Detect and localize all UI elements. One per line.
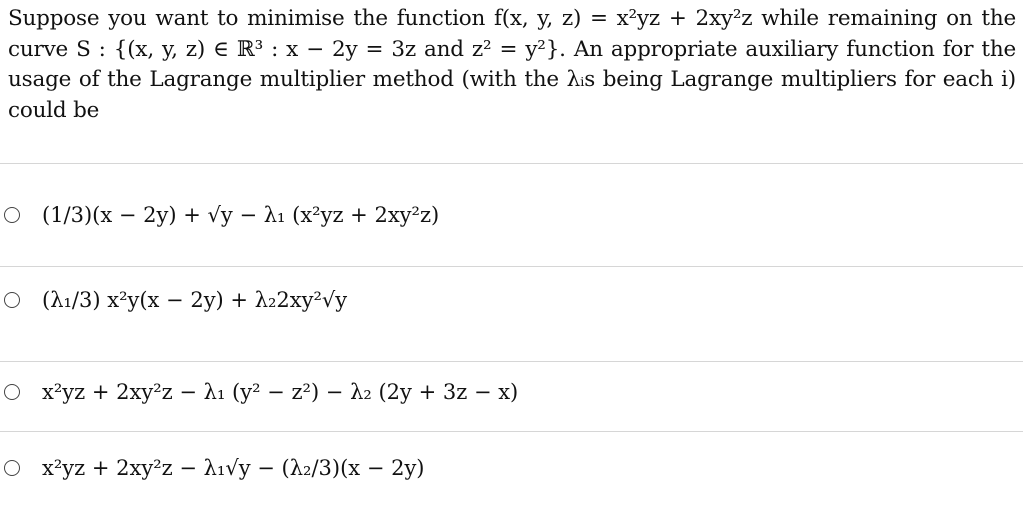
radio-button[interactable] <box>4 384 20 400</box>
divider <box>0 266 1023 267</box>
divider <box>0 431 1023 432</box>
answer-option-2[interactable] <box>0 270 1023 330</box>
option-label: x²yz + 2xy²z − λ₁ (y² − z²) − λ₂ (2y + 3z − x) <box>42 380 519 404</box>
option-label: x²yz + 2xy²z − λ₁√y − (λ₂/3)(x − 2y) <box>42 456 425 480</box>
answer-option-3[interactable] <box>0 362 1023 422</box>
option-label: (1/3)(x − 2y) + √y − λ₁ (x²yz + 2xy²z) <box>42 203 440 227</box>
answer-option-4[interactable] <box>0 438 1023 498</box>
radio-button[interactable] <box>4 292 20 308</box>
question-text: Suppose you want to minimise the function f(x, y, z) = x²yz + 2xy²z while remaining on the curve S : {(x, y, z) ∈ ℝ³ : x − 2y = 3z and z² = y²}. An appropriate auxiliary function for the usage of the Lagrange multiplier method (with the λᵢs being Lagrange multipliers for each i) could be <box>8 6 1016 123</box>
answer-option-1[interactable] <box>0 185 1023 245</box>
radio-button[interactable] <box>4 207 20 223</box>
radio-button[interactable] <box>4 460 20 476</box>
divider <box>0 163 1023 164</box>
option-label: (λ₁/3) x²y(x − 2y) + λ₂2xy²√y <box>42 288 348 312</box>
